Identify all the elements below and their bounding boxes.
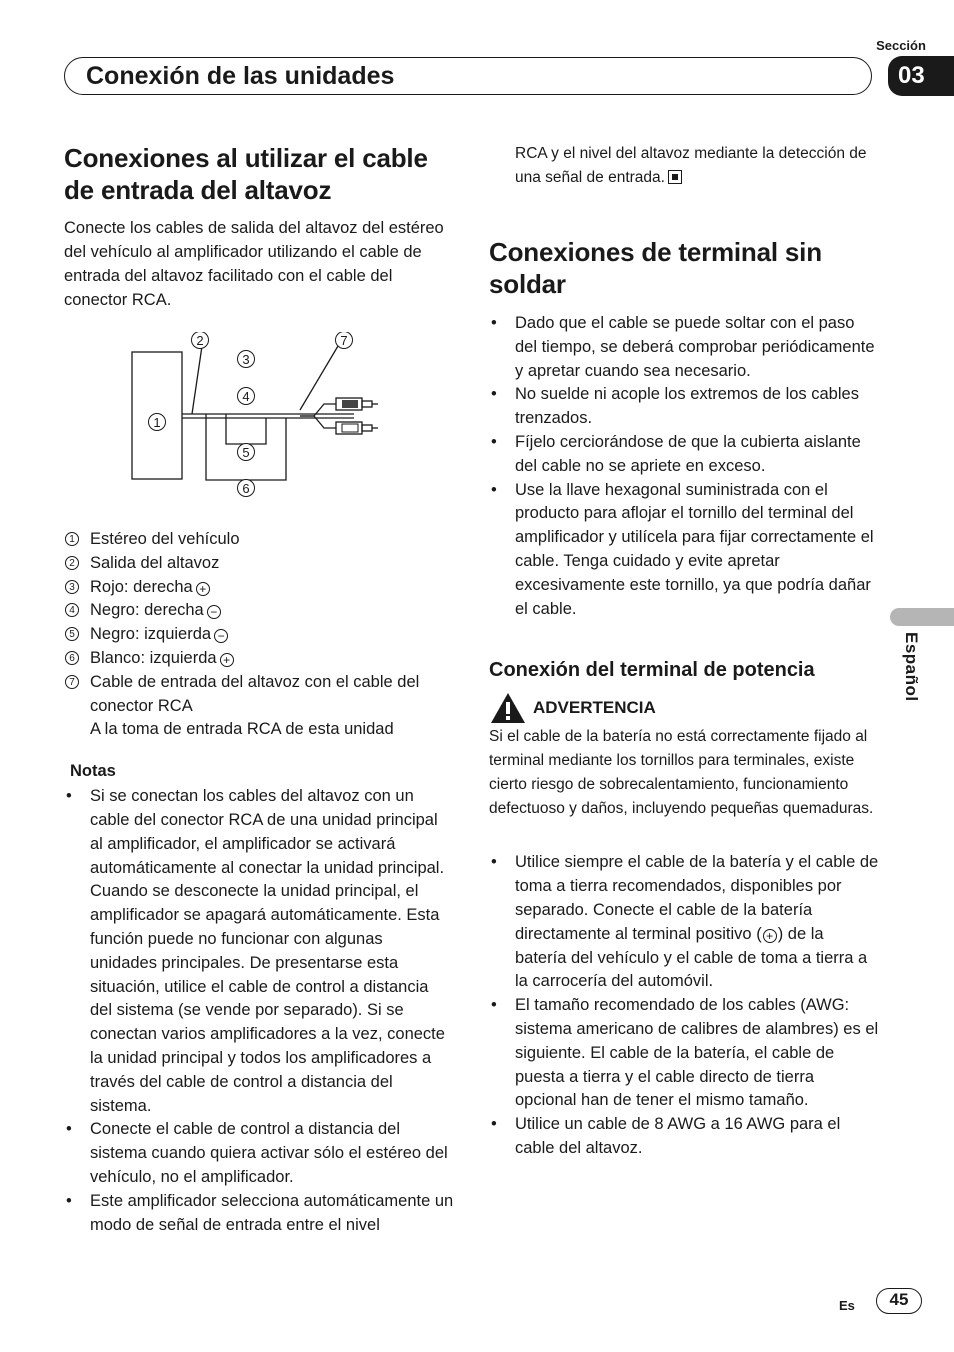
- warning-triangle-icon: [489, 691, 527, 725]
- section-label: Sección: [876, 38, 926, 53]
- power-bullets: [489, 851, 879, 1160]
- legend-item-extra: A la toma de entrada RCA de esta unidad: [90, 720, 394, 739]
- callout-1: 1: [153, 415, 161, 430]
- callout-6: 6: [242, 481, 250, 496]
- note-item: • Este amplificador selecciona automáticamente un modo de señal de entrada entre el nivel: [64, 1190, 454, 1238]
- bullet-item: • Fíjelo cerciorándose de que la cubierta aislante del cable no se apriete en exceso.: [489, 431, 879, 479]
- legend-item: 6 Blanco: izquierda +: [64, 647, 454, 671]
- warning-text: Si el cable de la batería no está correctamente fijado al terminal mediante los tornillos para terminales, existe cierto riesgo de sobrecalentamiento, funcionamiento defectuoso y daños, incluyendo pequeñas quemaduras.: [489, 728, 874, 818]
- callout-5: 5: [242, 445, 250, 460]
- bullet-item: • Utilice siempre el cable de la batería y el cable de toma a tierra recomendados, disponibles por separado. Conecte el cable de la batería directamente al terminal positivo ( + ) de la batería del vehículo y el cable de toma a tierra a la carrocería del automóvil.: [489, 851, 879, 994]
- legend-item: 7 Cable de entrada del altavoz con el cable del conector RCA A la toma de entrada RCA de esta unidad: [64, 671, 454, 742]
- legend-item: 3 Rojo: derecha +: [64, 576, 454, 600]
- legend-item: 1 Estéreo del vehículo: [64, 528, 454, 552]
- bullet-item: • Utilice un cable de 8 AWG a 16 AWG para el cable del altavoz.: [489, 1113, 879, 1161]
- diagram-legend: [64, 528, 454, 742]
- page-title: Conexión de las unidades: [86, 62, 395, 90]
- continued-note: RCA y el nivel del altavoz mediante la detección de una señal de entrada.: [515, 145, 867, 186]
- section-heading-terminal: Conexiones de terminal sin soldar: [489, 237, 822, 299]
- section-heading-speaker-input: Conexiones al utilizar el cable de entrada del altavoz: [64, 143, 428, 205]
- wiring-diagram: [114, 332, 444, 512]
- callout-4: 4: [242, 389, 250, 404]
- legend-item: 5 Negro: izquierda −: [64, 623, 454, 647]
- callout-7: 7: [340, 333, 348, 348]
- intro-paragraph: Conecte los cables de salida del altavoz del estéreo del vehículo al amplificador utilizando el cable de entrada del altavoz facilitado con el cable del conector RCA.: [64, 219, 444, 309]
- bullet-item: • Dado que el cable se puede soltar con el paso del tiempo, se deberá comprobar periódicamente y apretar cuando sea necesario.: [489, 312, 879, 383]
- left-column: [64, 142, 454, 1237]
- notes-title: Notas: [70, 762, 116, 781]
- footer-language-code: Es: [839, 1298, 855, 1313]
- bullet-item: • No suelde ni acople los extremos de los cables trenzados.: [489, 383, 879, 431]
- plus-icon: +: [220, 653, 234, 667]
- bullet-item: • El tamaño recomendado de los cables (AWG: sistema americano de calibres de alambres) es el siguiente. El cable de la batería, el cable de puesta a tierra y el cable directo de tierra opcional han de tener el mismo tamaño.: [489, 994, 879, 1113]
- plus-icon: +: [763, 929, 777, 943]
- terminal-bullets: [489, 312, 879, 621]
- warning-header: [489, 691, 879, 725]
- end-of-section-icon: [668, 170, 682, 184]
- page-number: 45: [876, 1288, 922, 1314]
- note-item: • Conecte el cable de control a distancia del sistema cuando quiera activar sólo el estéreo del vehículo, no el amplificador.: [64, 1118, 454, 1189]
- callout-2: 2: [196, 333, 204, 348]
- subheading-power-terminal: Conexión del terminal de potencia: [489, 659, 815, 682]
- note-item: • Si se conectan los cables del altavoz con un cable del conector RCA de una unidad principal al amplificador, el amplificador se activará automáticamente al conectar la unidad principal. Cuando se desconecte la unidad principal, el amplificador se apagará automáticamente. Esta función puede no funcionar con algunas unidades principales. De presentarse esta situación, utilice el cable de control a distancia del sistema (se vende por separado). Si se conectan varios amplificadores a la vez, conecte la unidad principal y todos los amplificadores a través del cable de control a distancia del sistema.: [64, 785, 454, 1118]
- bullet-item: • Use la llave hexagonal suministrada con el producto para aflojar el tornillo del terminal del amplificador y utilícela para fijar correctamente el cable. Tenga cuidado y evite apretar excesivamente este tornillo, ya que podría dañar el cable.: [489, 479, 879, 622]
- legend-item: 2 Salida del altavoz: [64, 552, 454, 576]
- callout-3: 3: [242, 352, 250, 367]
- right-column: [489, 142, 879, 1161]
- section-number-badge: 03: [888, 56, 954, 96]
- plus-icon: +: [196, 582, 210, 596]
- legend-item: 4 Negro: derecha −: [64, 599, 454, 623]
- warning-title: ADVERTENCIA: [533, 698, 656, 718]
- minus-icon: −: [214, 629, 228, 643]
- minus-icon: −: [207, 605, 221, 619]
- language-tab-label: Español: [902, 632, 921, 702]
- notes-list: [64, 785, 454, 1237]
- language-tab-marker: [890, 608, 954, 626]
